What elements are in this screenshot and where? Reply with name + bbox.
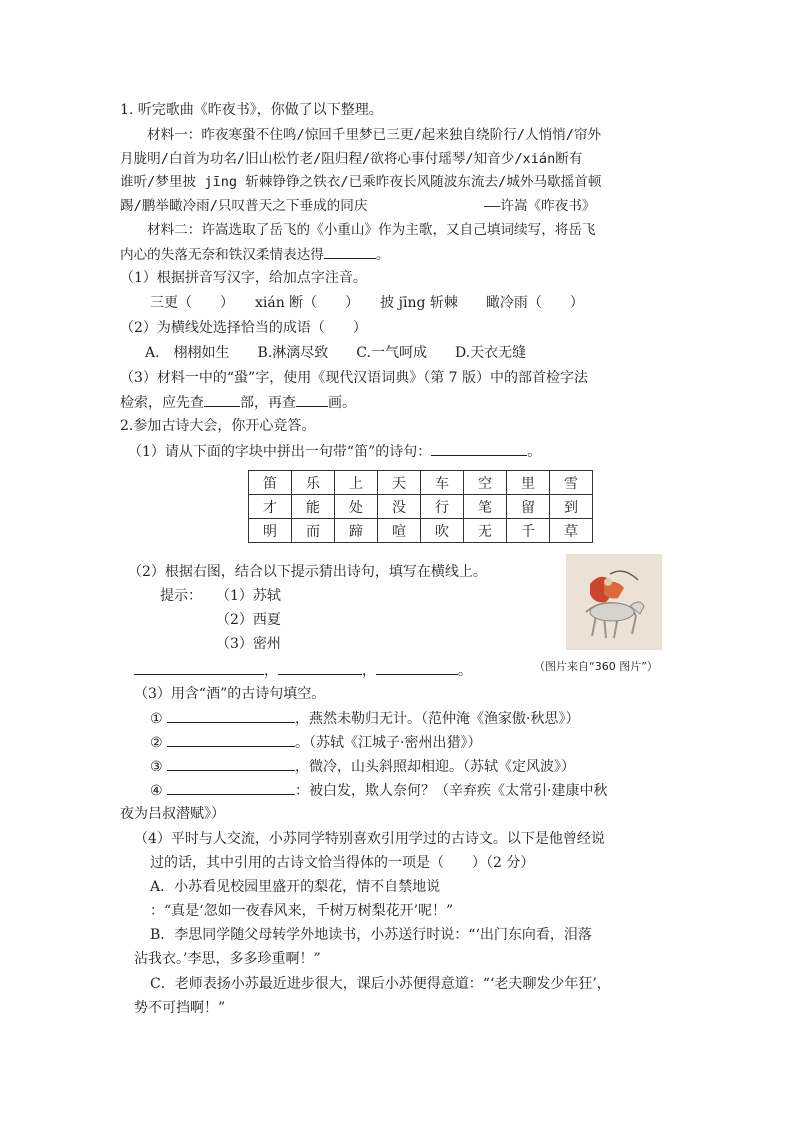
wine-blank-4[interactable]	[167, 780, 295, 795]
wine-fill-4: ④ ：被白发，欺人奈何？（辛弃疾《太常引·建康中秋	[150, 780, 607, 801]
wine-fill-3: ③ ，微冷，山头斜照却相迎。（苏轼《定风波》）	[150, 756, 575, 777]
grid-cell[interactable]: 笛	[249, 471, 292, 495]
grid-cell[interactable]: 处	[335, 495, 378, 519]
hint-2: （2）西夏	[216, 612, 281, 628]
grid-cell[interactable]: 车	[421, 471, 464, 495]
hint-1: （1）苏轼	[216, 588, 281, 604]
material-1-line-2: 月胧明/白首为功名/旧山松竹老/阻归程/欲将心事付瑶琴/知音少/xián断有	[120, 151, 583, 167]
grid-cell[interactable]: 能	[292, 495, 335, 519]
grid-cell[interactable]: 留	[507, 495, 550, 519]
option-b-line-1: B．李思同学随父母转学外地读书，小苏送行时说：“‘出门东向看，泪落	[150, 927, 592, 943]
option-a-line-2: ：“真是‘忽如一夜春风来，千树万树梨花开’呢！”	[150, 903, 454, 919]
poem-answer-blank-3[interactable]	[376, 660, 458, 675]
idiom-blank[interactable]	[324, 244, 376, 259]
character-grid	[248, 470, 593, 543]
option-a-line-1: A．小苏看见校园里盛开的梨花，情不自禁地说	[150, 879, 441, 895]
question-1-title: 1. 听完歌曲《昨夜书》，你做了以下整理。	[120, 102, 383, 118]
wine-blank-3[interactable]	[167, 756, 295, 771]
grid-cell[interactable]: 乐	[292, 471, 335, 495]
grid-cell[interactable]: 空	[464, 471, 507, 495]
grid-cell[interactable]: 没	[378, 495, 421, 519]
grid-cell[interactable]: 行	[421, 495, 464, 519]
q2-sub-1: （1）请从下面的字块中拼出一句带“笛”的诗句： 。	[128, 441, 541, 462]
grid-cell[interactable]: 蹄	[335, 519, 378, 543]
wine-fill-1: ① ，燕然未勒归无计。（范仲淹《渔家傲·秋思》）	[150, 708, 579, 729]
q1-sub-2: （2）为横线处选择恰当的成语（ ）	[120, 320, 367, 336]
option-b-line-2: 沾我衣。’李思，多多珍重啊！”	[134, 951, 321, 967]
grid-cell[interactable]: 才	[249, 495, 292, 519]
q1-sub-3-line-2: 检索，应先查 部，再查 画。	[120, 392, 356, 413]
material-1-line-3: 谁听/梦里披 jīng 斩棘铮铮之铁衣/已乘昨夜长风随波东流去/城外马歇摇首顿	[120, 174, 602, 190]
material-1-line-4: 踢/鹏举瞰冷雨/只叹普天之下垂成的同庆	[120, 198, 368, 214]
q2-sub-2: （2）根据右图，结合以下提示猜出诗句，填写在横线上。	[128, 564, 487, 580]
hint-label: 提示：	[160, 588, 202, 604]
q1-sub-1: （1）根据拼音写汉字，给加点字注音。	[120, 270, 367, 286]
grid-cell[interactable]: 天	[378, 471, 421, 495]
grid-cell[interactable]: 无	[464, 519, 507, 543]
grid-cell[interactable]: 草	[550, 519, 593, 543]
stroke-count-blank[interactable]	[296, 392, 328, 407]
option-c-line-2: 势不可挡啊！”	[134, 1000, 226, 1016]
grid-cell[interactable]: 吹	[421, 519, 464, 543]
rider-illustration	[566, 554, 662, 650]
poem-answer-blank-1[interactable]	[134, 660, 264, 675]
material-2-line-1: 材料二：许嵩选取了岳飞的《小重山》作为主歌，又自己填词续写，将岳飞	[147, 222, 596, 238]
grid-cell[interactable]: 千	[507, 519, 550, 543]
material-2-line-2: 内心的失落无奈和铁汉柔情表达得 。	[120, 244, 390, 265]
question-2-title: 2.参加古诗大会，你开心竞答。	[120, 418, 316, 434]
q1-sub-1-items: 三更（ ） xián 断（ ） 披 jīng 斩棘 瞰冷雨（ ）	[150, 295, 584, 311]
q2-sub-4-line-1: （4）平时与人交流，小苏同学特别喜欢引用学过的古诗文。以下是他曾经说	[134, 831, 605, 847]
material-1-line-1: 材料一：昨夜寒蛩不住鸣/惊回千里梦已三更/起来独自绕阶行/人悄悄/帘外	[147, 127, 602, 143]
wine-fill-2: ② 。（苏轼《江城子·密州出猎》）	[150, 732, 481, 753]
grid-cell[interactable]: 上	[335, 471, 378, 495]
material-1-source: ——许嵩《昨夜书》	[484, 198, 596, 214]
wine-blank-1[interactable]	[167, 708, 295, 723]
grid-cell[interactable]: 里	[507, 471, 550, 495]
grid-cell[interactable]: 而	[292, 519, 335, 543]
poem-line-blank[interactable]	[431, 441, 527, 456]
q2-sub-2-answer-line: ， ， 。	[134, 660, 472, 681]
wine-fill-4-source: 夜为吕叔潜赋》）	[120, 806, 225, 822]
image-caption: （图片来自“360 图片”）	[534, 660, 658, 673]
hint-3: （3）密州	[216, 636, 281, 652]
grid-cell[interactable]: 喧	[378, 519, 421, 543]
grid-cell[interactable]: 笔	[464, 495, 507, 519]
q2-sub-3: （3）用含“酒”的古诗句填空。	[134, 686, 326, 702]
grid-row	[249, 471, 593, 495]
option-c-line-1: C．老师表扬小苏最近进步很大，课后小苏便得意道：“‘老夫聊发少年狂’，	[150, 976, 611, 992]
grid-row	[249, 495, 593, 519]
grid-cell[interactable]: 明	[249, 519, 292, 543]
grid-cell[interactable]: 到	[550, 495, 593, 519]
q1-sub-3-line-1: （3）材料一中的“蛩”字，使用《现代汉语词典》（第 7 版）中的部首检字法	[120, 370, 589, 386]
grid-row	[249, 519, 593, 543]
poem-answer-blank-2[interactable]	[278, 660, 362, 675]
grid-cell[interactable]: 雪	[550, 471, 593, 495]
q2-sub-4-line-2: 过的话，其中引用的古诗文恰当得体的一项是（ ）（2 分）	[150, 855, 535, 871]
radical-blank[interactable]	[204, 392, 240, 407]
wine-blank-2[interactable]	[167, 732, 295, 747]
q1-sub-2-options: A. 栩栩如生 B.淋漓尽致 C.一气呵成 D.天衣无缝	[145, 345, 527, 361]
